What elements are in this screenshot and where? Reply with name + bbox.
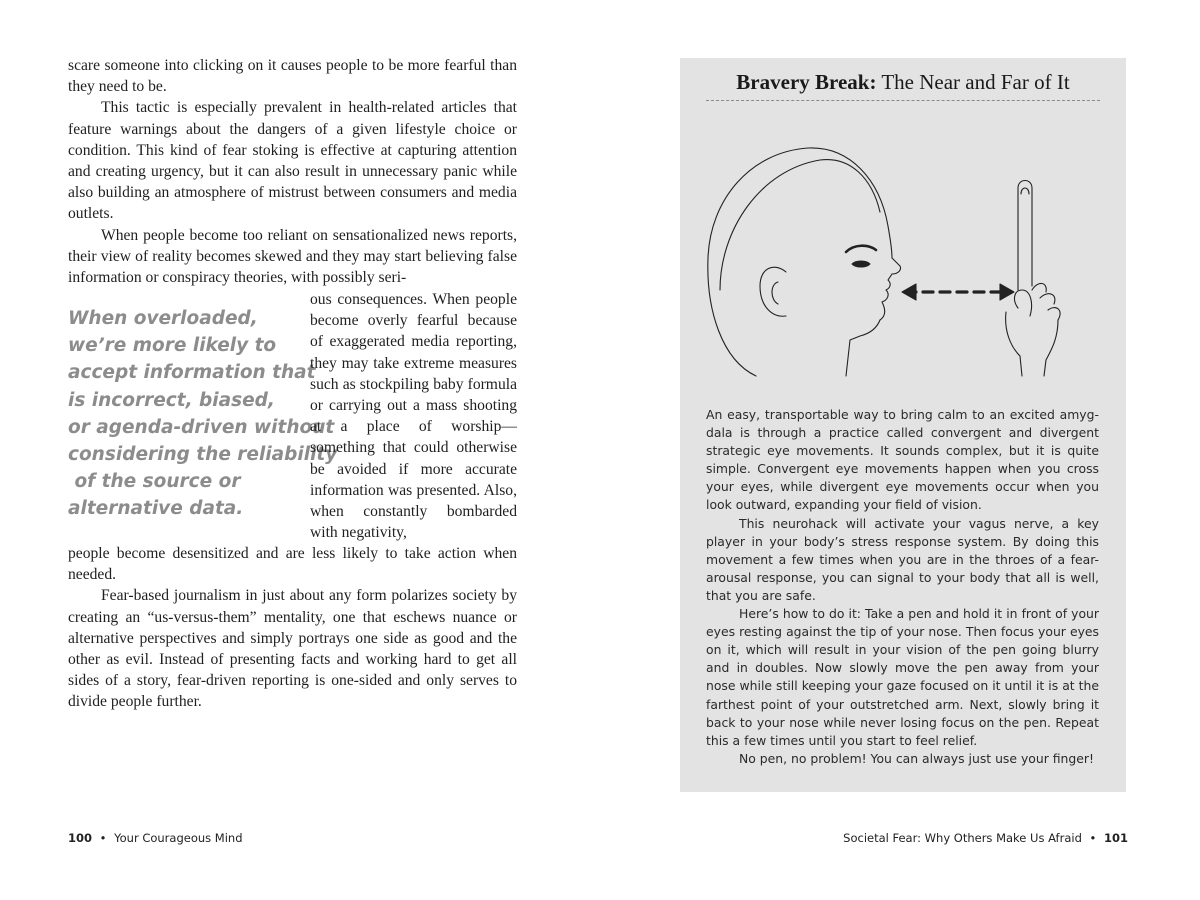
paragraph: This tactic is especially prevalent in health-related articles that feature warnings about the dangers of a given lifestyle choice or condition. This kind of fear stoking is effective at capturing attention and creating urgency, but it can also result in unnecessary panic while also building an atmosphere of mistrust between consumers and media outlets. [68,99,517,223]
sidebar-title-rest: The Near and Far of It [876,70,1070,94]
body-text-column [310,289,517,543]
dashed-arrow-icon [902,284,1014,300]
pull-quote-line: or agenda-driven without [68,416,335,438]
pull-quote [68,305,338,523]
pull-quote-line: is incorrect, biased, [68,389,275,411]
folio-right [843,831,1128,845]
paragraph: No pen, no problem! You can always just use your finger! [739,750,1094,766]
head-profile-icon [708,148,901,376]
pull-quote-line: considering the reliability [68,444,338,466]
pull-quote-line: we’re more likely to [68,335,277,357]
pull-quote-line: accept information that [68,362,316,384]
pull-quote-line: When overloaded, [68,308,258,329]
pull-quote-line: of the source or [68,471,241,493]
paragraph: people become desensitized and are less likely to take action when needed. [68,545,517,584]
paragraph: scare someone into clicking on it causes people to be more fearful than they need to be. [68,57,517,96]
paragraph: This neurohack will activate your vagus nerve, a key player in your body’s stress response system. By doing this movement a few times when you are in the throes of a fear-arousal response, you can signal to your body that all is well, that you are safe. [706,515,1099,603]
paragraph: When people become too reliant on sensationalized news reports, their view of reality becomes skewed and they may start believing false information or conspiracy theories, with possibly seri- [68,226,517,287]
paragraph: Fear-based journalism in just about any form polarizes society by creating an “us-versus-them” mentality, one that eschews nuance or alternative perspectives and simply portrays one side as good and the other as evil. Instead of presenting facts and working hard to get all sides of a story, fear-driven reporting is one-sided and only serves to divide people further. [68,587,517,711]
folio-separator: • [99,831,107,845]
sidebar-body-text [706,406,1099,768]
eye-exercise-illustration [700,140,1100,380]
sidebar-title-bold: Bravery Break: [736,70,877,94]
running-head: Your Courageous Mind [114,831,243,845]
folio-separator: • [1089,831,1097,845]
paragraph: An easy, transportable way to bring calm to an excited amygdala is through a practice called convergent and divergent strategic eye movements. It sounds complex, but it is quite simple. Convergent eye movements happen when you cross your eyes, while divergent eye movements occur when you look outward, expanding your field of vision. [706,407,1099,513]
body-text-top [68,55,517,288]
sidebar-title [680,70,1126,95]
raised-finger-icon [1006,181,1060,377]
page-number: 101 [1103,831,1128,845]
paragraph: ous consequences. When people become overly fearful because of exaggerated media reporting, they may take extreme measures such as stockpiling baby formula or carrying out a mass shooting at a place of worship—something that could otherwise be avoided if more accurate information was presented. Also, when constantly bombarded with negativity, [310,291,517,542]
dashed-divider [706,100,1100,101]
pull-quote-line: alternative data. [68,498,244,520]
bravery-break-sidebar [680,58,1126,792]
folio-left [68,831,243,845]
page-number: 100 [68,831,93,845]
body-text-bottom [68,543,517,713]
running-head: Societal Fear: Why Others Make Us Afraid [843,831,1082,845]
paragraph: Here’s how to do it: Take a pen and hold it in front of your eyes resting against the tip of your nose. Then focus your eyes on it, which will result in your vision of the pen going blurry and in doubles. Now slowly move the pen away from your nose while still keeping your gaze focused on it until it is at the farthest point of your outstretched arm. Next, slowly bring it back to your nose while never losing focus on the pen. Repeat this a few times until you start to feel relief. [706,606,1099,748]
